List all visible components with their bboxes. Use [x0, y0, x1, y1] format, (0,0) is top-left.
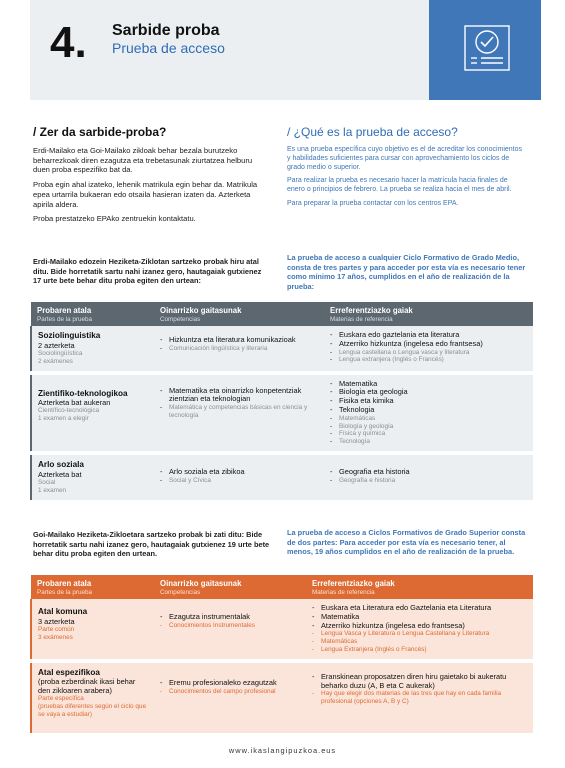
- subject-cell: - Matematika - Biologia eta geologia - Fisika eta kimika - Teknologia - Matemáticas - Biología y geología - Física y química - Tecnología: [324, 373, 533, 453]
- what-is-es: [287, 125, 527, 214]
- subject-cell: - Euskara edo gaztelania eta literatura - Atzerriko hizkuntza (ingelesa edo frantsesa) - Lengua castellana o Lengua vasca y literatura - Lengua extranjera (Inglés o Francés): [324, 326, 533, 373]
- what-is-eu: [33, 125, 263, 229]
- competence-cell: - Hizkuntza eta literatura komunikazioak - Comunicación lingüística y literaria: [154, 326, 324, 373]
- column-header: Oinarrizko gaitasunak Competencias: [154, 302, 324, 326]
- what-is-heading-es: / ¿Qué es la prueba de acceso?: [287, 125, 458, 139]
- what-is-heading-eu: / Zer da sarbide-proba?: [33, 125, 167, 139]
- what-is-paragraph: Proba egin ahal izateko, lehenik matrikula egin behar da. Matrikula epea urtarrila bukaeran edo otsaila hasieran izaten da. Azterketa apirila aldera.: [33, 180, 258, 209]
- table-row: [31, 599, 533, 661]
- table-row: [31, 373, 533, 453]
- part-cell: Soziolinguistika 2 azterketa Sociolingüística 2 exámenes: [31, 326, 154, 373]
- what-is-paragraph: Para preparar la prueba contactar con los centros EPA.: [287, 199, 459, 207]
- medium-intro-eu: [33, 257, 265, 286]
- table-row: [31, 453, 533, 502]
- medium-test-table: [30, 302, 533, 504]
- competence-cell: - Arlo soziala eta zibikoa - Social y Cívica: [154, 453, 324, 502]
- column-header: Probaren atala Partes de la prueba: [31, 302, 154, 326]
- subject-cell: - Euskara eta Literatura edo Gaztelania eta Literatura - Matematika - Atzerriko hizkuntza (ingelesa edo frantsesa) - Lengua Vasca y Literatura o Lengua Castellana y Literatura - Matemáticas - Lengua Extranjera (Inglés o Francés): [306, 599, 533, 661]
- what-is-paragraph: Para realizar la prueba es necesario hacer la matrícula hacia finales de enero o principios de febrero. La prueba se realiza hacia el mes de abril.: [287, 177, 512, 194]
- column-header: Erreferentziazko gaiak Materias de referencia: [324, 302, 533, 326]
- subject-cell: - Eranskinean proposatzen diren hiru gaietako bi aukeratu beharko duzu (A, B eta C aukerak) - Hay que elegir dos materias de las tres que hay en cada familia profesional (opciones A, B y C): [306, 661, 533, 735]
- higher-intro-es: [287, 528, 532, 557]
- competence-cell: - Ezagutza instrumentalak - Conocimientos Instrumentales: [154, 599, 306, 661]
- badge-check-icon: [429, 0, 541, 100]
- higher-intro-eu: [33, 530, 271, 559]
- section-title-es: Prueba de acceso: [112, 40, 225, 56]
- section-number: 4.: [50, 18, 87, 67]
- table-row: [31, 661, 533, 735]
- part-cell: Zientifiko-teknologikoa Azterketa bat aukeran Científico-tecnológica 1 examen a elegir: [31, 373, 154, 453]
- footer-url: www.ikaslangipuzkoa.eus: [228, 746, 337, 755]
- page-header: [30, 0, 541, 100]
- header-icon-panel: [429, 0, 541, 100]
- higher-test-table: [30, 575, 533, 737]
- column-header: Probaren atala Partes de la prueba: [31, 575, 154, 599]
- column-header: Erreferentziazko gaiak Materias de referencia: [306, 575, 533, 599]
- table-row: [31, 326, 533, 373]
- intro-text: La prueba de acceso a cualquier Ciclo Formativo de Grado Medio, consta de tres partes y para acceder por esta vía es necesario tener como mínimo 17 años, cumplidos en el año de realización de la prueba:: [287, 253, 526, 291]
- part-cell: Atal espezifikoa (proba ezberdinak ikasi behar den zikloaren arabera) Parte específica (pruebas diferentes según el ciclo que se vaya a estudiar): [31, 661, 154, 735]
- intro-text: La prueba de acceso a Ciclos Formativos de Grado Superior consta de dos partes: Para acceder por esta vía es necesario tener, al menos, 19 años cumplidos en el año de realización de la prueba.: [287, 528, 526, 557]
- intro-text: Erdi-Mailako edozein Heziketa-Ziklotan sartzeko probak hiru atal ditu. Bide horretatik sartu nahi izanez gero, hautagaiak gutxienez 17 urte bete behar ditu proba egiten den urtean:: [33, 257, 262, 286]
- what-is-paragraph: Erdi-Mailako eta Goi-Mailako zikloak behar bezala burutzeko beharrezkoak diren ezagutza eta trebetasunak ziurtatzea helburu duen proba espezifiko bat da.: [33, 146, 253, 175]
- competence-cell: - Eremu profesionaleko ezagutzak - Conocimientos del campo profesional: [154, 661, 306, 735]
- part-cell: Atal komuna 3 azterketa Parte común 3 exámenes: [31, 599, 154, 661]
- what-is-paragraph: Proba prestatzeko EPAko zentruekin kontaktatu.: [33, 214, 196, 224]
- what-is-paragraph: Es una prueba específica cuyo objetivo es el de acreditar los conocimientos y habilidades suficientes para cursar con aprovechamiento los ciclos de grado medio o superior.: [287, 146, 523, 171]
- part-cell: Arlo soziala Azterketa bat Social 1 examen: [31, 453, 154, 502]
- section-title-eu: Sarbide proba: [112, 22, 220, 39]
- subject-cell: - Geografia eta historia - Geografía e historia: [324, 453, 533, 502]
- competence-cell: - Matematika eta oinarrizko konpetentziak zientzian eta teknologian - Matemática y competencias básicas en ciencia y tecnología: [154, 373, 324, 453]
- intro-text: Goi-Mailako Heziketa-Zikloetara sartzeko probak bi zati ditu: Bide horretatik sartu nahi izanez gero, hautagaiak gutxienez 19 urte bete behar ditu proba egiten den urtean.: [33, 530, 270, 559]
- column-header: Oinarrizko gaitasunak Competencias: [154, 575, 306, 599]
- medium-intro-es: [287, 253, 532, 291]
